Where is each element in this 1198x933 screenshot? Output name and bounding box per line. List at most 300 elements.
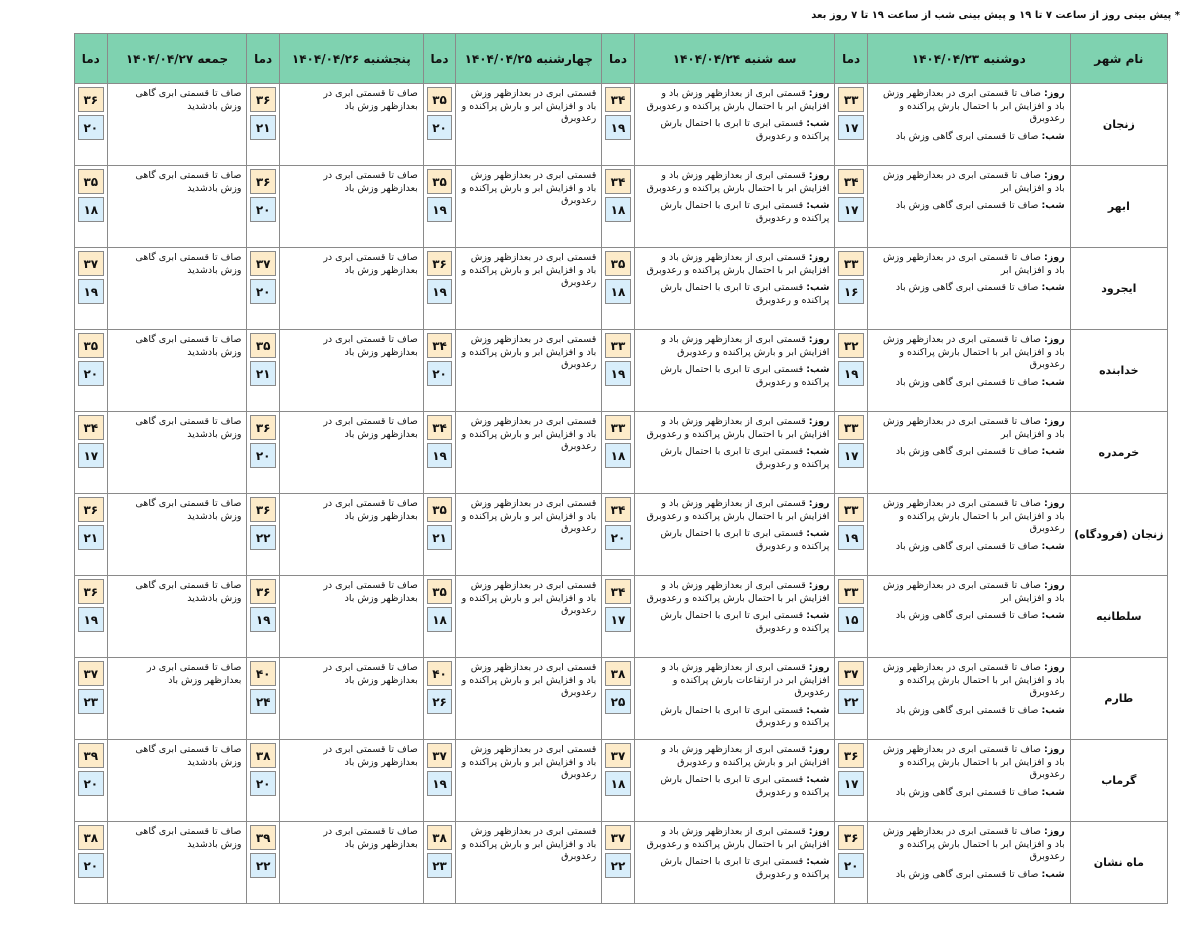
- max-temp: ۳۳: [605, 333, 630, 358]
- min-temp: ۱۹: [78, 607, 104, 632]
- forecast-description: [634, 248, 835, 330]
- forecast-description: [456, 658, 602, 740]
- day-text: صاف تا قسمتی ابری در بعدازظهر وزش باد و افزایش ابر با احتمال بارش پراکنده و رعدوبرق: [883, 88, 1065, 124]
- day-text: صاف تا قسمتی ابری در بعدازظهر وزش باد و افزایش ابر با احتمال بارش پراکنده و رعدوبرق: [883, 826, 1065, 862]
- city-name: سلطانیه: [1070, 576, 1167, 658]
- day-forecast: [640, 170, 830, 195]
- min-temp: ۱۷: [78, 443, 104, 468]
- max-temp: ۳۸: [78, 825, 104, 850]
- night-text: صاف تا قسمتی ابری گاهی وزش باد: [895, 786, 1039, 798]
- forecast-text: قسمتی ابری در بعدازظهر وزش باد و افزایش ابر و بارش پراکنده و رعدوبرق: [461, 170, 597, 206]
- forecast-description: [867, 330, 1070, 412]
- temperature-cell: [602, 330, 634, 412]
- day-forecast: [873, 826, 1065, 864]
- min-temp: ۱۹: [427, 771, 452, 796]
- min-temp: ۱۹: [78, 279, 104, 304]
- max-temp: ۳۹: [250, 825, 275, 850]
- max-temp: ۳۴: [605, 87, 630, 112]
- day-forecast: [873, 580, 1065, 605]
- day-label: روز:: [808, 662, 830, 673]
- min-temp: ۲۱: [427, 525, 452, 550]
- night-text: قسمتی ابری تا ابری با احتمال بارش پراکنده و رعدوبرق: [660, 364, 830, 388]
- min-temp: ۱۹: [605, 115, 630, 140]
- max-temp: ۳۴: [605, 579, 630, 604]
- temperature-cell: [835, 494, 867, 576]
- forecast-description: [456, 412, 602, 494]
- min-temp: ۲۳: [427, 853, 452, 878]
- night-text: صاف تا قسمتی ابری گاهی وزش باد: [895, 610, 1039, 621]
- temperature-cell: [423, 658, 455, 740]
- min-temp: ۲۰: [78, 853, 104, 878]
- night-forecast: [873, 541, 1065, 554]
- night-label: شب:: [1041, 282, 1065, 293]
- temperature-cell: [75, 412, 108, 494]
- forecast-note: * پیش بینی روز از ساعت ۷ تا ۱۹ و پیش بینی شب از ساعت ۱۹ تا ۷ روز بعد: [811, 10, 1180, 21]
- min-temp: ۱۸: [427, 607, 452, 632]
- min-temp: ۲۳: [78, 689, 104, 714]
- temperature-cell: [602, 658, 634, 740]
- temperature-cell: [423, 822, 455, 904]
- temperature-cell: [423, 330, 455, 412]
- min-temp: ۱۹: [838, 525, 863, 550]
- forecast-description: [634, 494, 835, 576]
- min-temp: ۲۰: [78, 771, 104, 796]
- night-text: صاف تا قسمتی ابری گاهی وزش باد: [895, 704, 1039, 716]
- table-row: [75, 658, 1168, 740]
- forecast-description: [107, 740, 247, 822]
- day-label: روز:: [1044, 498, 1065, 509]
- temperature-cell: [75, 330, 108, 412]
- forecast-description: [279, 412, 423, 494]
- day-label: روز:: [808, 416, 830, 427]
- night-text: قسمتی ابری تا ابری با احتمال بارش پراکنده و رعدوبرق: [660, 774, 830, 798]
- forecast-description: [634, 822, 835, 904]
- day-text: قسمتی ابری از بعدازظهر وزش باد و افزایش ابر با احتمال بارش پراکنده و رعدوبرق: [646, 826, 830, 850]
- night-label: شب:: [806, 704, 830, 716]
- min-temp: ۲۲: [605, 853, 630, 878]
- night-text: صاف تا قسمتی ابری گاهی وزش باد: [895, 130, 1039, 142]
- max-temp: ۳۵: [427, 169, 452, 194]
- night-label: شب:: [806, 856, 830, 867]
- night-forecast: [873, 705, 1065, 718]
- table-row: [75, 576, 1168, 658]
- max-temp: ۳۳: [838, 415, 863, 440]
- min-temp: ۲۲: [838, 689, 863, 714]
- day-forecast: [873, 252, 1065, 277]
- night-text: صاف تا قسمتی ابری گاهی وزش باد: [895, 540, 1039, 552]
- day-label: روز:: [1044, 416, 1065, 427]
- max-temp: ۳۴: [605, 169, 630, 194]
- temperature-cell: [835, 84, 867, 166]
- temperature-cell: [602, 494, 634, 576]
- forecast-text: قسمتی ابری در بعدازظهر وزش باد و افزایش ابر و بارش پراکنده و رعدوبرق: [461, 334, 597, 370]
- forecast-text: صاف تا قسمتی ابری در بعدازظهر وزش باد: [323, 416, 418, 440]
- table-row: [75, 412, 1168, 494]
- min-temp: ۱۷: [838, 197, 863, 222]
- header-day-4: جمعه ۱۴۰۴/۰۴/۲۷: [107, 34, 247, 84]
- header-day-0: دوشنبه ۱۴۰۴/۰۴/۲۳: [867, 34, 1070, 84]
- table-row: [75, 740, 1168, 822]
- table-row: [75, 84, 1168, 166]
- day-forecast: [640, 252, 830, 277]
- forecast-text: صاف تا قسمتی ابری در بعدازظهر وزش باد: [323, 662, 418, 686]
- max-temp: ۳۴: [427, 333, 452, 358]
- min-temp: ۱۸: [78, 197, 104, 222]
- night-label: شب:: [1041, 540, 1065, 552]
- min-temp: ۲۲: [250, 525, 275, 550]
- forecast-description: [107, 822, 247, 904]
- min-temp: ۲۰: [427, 361, 452, 386]
- forecast-description: [456, 248, 602, 330]
- day-forecast: [640, 334, 830, 359]
- forecast-text: صاف تا قسمتی ابری گاهی وزش بادشدید: [135, 88, 242, 112]
- header-temp-2: دما: [423, 34, 455, 84]
- night-label: شب:: [1041, 868, 1065, 880]
- min-temp: ۱۸: [605, 443, 630, 468]
- night-forecast: [640, 200, 830, 225]
- forecast-text: صاف تا قسمتی ابری در بعدازظهر وزش باد: [323, 826, 418, 850]
- table-row: [75, 330, 1168, 412]
- night-text: قسمتی ابری تا ابری با احتمال بارش پراکنده و رعدوبرق: [660, 118, 830, 142]
- max-temp: ۳۶: [78, 579, 104, 604]
- temperature-cell: [423, 166, 455, 248]
- city-name: ایجرود: [1070, 248, 1167, 330]
- night-forecast: [873, 869, 1065, 882]
- day-forecast: [873, 744, 1065, 782]
- min-temp: ۲۰: [78, 115, 104, 140]
- header-temp-0: دما: [835, 34, 867, 84]
- temperature-cell: [247, 412, 279, 494]
- min-temp: ۱۹: [427, 197, 452, 222]
- forecast-description: [456, 84, 602, 166]
- temperature-cell: [247, 740, 279, 822]
- day-forecast: [873, 170, 1065, 195]
- temperature-cell: [423, 412, 455, 494]
- night-label: شب:: [806, 364, 830, 375]
- night-label: شب:: [806, 446, 830, 457]
- min-temp: ۲۰: [78, 361, 104, 386]
- max-temp: ۳۲: [838, 333, 863, 358]
- city-name: ماه نشان: [1070, 822, 1167, 904]
- day-text: صاف تا قسمتی ابری در بعدازظهر وزش باد و افزایش ابر: [883, 252, 1065, 276]
- day-label: روز:: [1044, 252, 1065, 263]
- forecast-description: [867, 822, 1070, 904]
- min-temp: ۲۰: [250, 443, 275, 468]
- day-forecast: [640, 580, 830, 605]
- temperature-cell: [75, 494, 108, 576]
- day-text: صاف تا قسمتی ابری در بعدازظهر وزش باد و افزایش ابر با احتمال بارش پراکنده و رعدوبرق: [883, 498, 1065, 534]
- temperature-cell: [835, 412, 867, 494]
- day-text: قسمتی ابری از بعدازظهر وزش باد و افزایش ابر با احتمال بارش پراکنده و رعدوبرق: [646, 88, 830, 112]
- forecast-text: قسمتی ابری در بعدازظهر وزش باد و افزایش ابر و بارش پراکنده و رعدوبرق: [461, 826, 597, 862]
- min-temp: ۱۸: [605, 771, 630, 796]
- min-temp: ۱۹: [605, 361, 630, 386]
- max-temp: ۳۸: [250, 743, 275, 768]
- forecast-description: [634, 740, 835, 822]
- temperature-cell: [602, 84, 634, 166]
- day-label: روز:: [808, 88, 830, 99]
- header-day-3: پنجشنبه ۱۴۰۴/۰۴/۲۶: [279, 34, 423, 84]
- night-label: شب:: [1041, 704, 1065, 716]
- forecast-text: قسمتی ابری در بعدازظهر وزش باد و افزایش ابر و بارش پراکنده و رعدوبرق: [461, 416, 597, 452]
- forecast-description: [107, 248, 247, 330]
- max-temp: ۳۵: [78, 333, 104, 358]
- day-forecast: [873, 662, 1065, 700]
- max-temp: ۳۶: [250, 415, 275, 440]
- forecast-description: [279, 740, 423, 822]
- forecast-description: [107, 412, 247, 494]
- day-label: روز:: [808, 170, 830, 181]
- temperature-cell: [247, 248, 279, 330]
- day-text: قسمتی ابری از بعدازظهر وزش باد و افزایش ابر با احتمال بارش پراکنده و رعدوبرق: [646, 416, 830, 440]
- forecast-description: [107, 166, 247, 248]
- forecast-description: [456, 740, 602, 822]
- night-text: قسمتی ابری تا ابری با احتمال بارش پراکنده و رعدوبرق: [660, 446, 830, 470]
- temperature-cell: [602, 248, 634, 330]
- day-text: قسمتی ابری از بعدازظهر وزش باد و افزایش ابر و بارش پراکنده و رعدوبرق: [661, 744, 830, 768]
- forecast-description: [279, 248, 423, 330]
- max-temp: ۳۳: [605, 415, 630, 440]
- forecast-description: [456, 494, 602, 576]
- max-temp: ۳۷: [78, 661, 104, 686]
- day-label: روز:: [808, 252, 830, 263]
- night-forecast: [873, 377, 1065, 390]
- header-day-2: چهارشنبه ۱۴۰۴/۰۴/۲۵: [456, 34, 602, 84]
- forecast-description: [634, 166, 835, 248]
- forecast-text: صاف تا قسمتی ابری گاهی وزش بادشدید: [135, 170, 242, 194]
- forecast-text: قسمتی ابری در بعدازظهر وزش باد و افزایش ابر و بارش پراکنده و رعدوبرق: [461, 580, 597, 616]
- max-temp: ۳۶: [427, 251, 452, 276]
- max-temp: ۳۷: [605, 743, 630, 768]
- min-temp: ۱۶: [838, 279, 863, 304]
- temperature-cell: [602, 822, 634, 904]
- max-temp: ۳۴: [427, 415, 452, 440]
- min-temp: ۱۷: [605, 607, 630, 632]
- max-temp: ۳۹: [78, 743, 104, 768]
- min-temp: ۲۰: [250, 279, 275, 304]
- forecast-text: قسمتی ابری در بعدازظهر وزش باد و افزایش ابر و بارش پراکنده و رعدوبرق: [461, 88, 597, 124]
- city-name: ابهر: [1070, 166, 1167, 248]
- max-temp: ۴۰: [250, 661, 275, 686]
- max-temp: ۳۶: [78, 497, 104, 522]
- city-name: گرماب: [1070, 740, 1167, 822]
- night-forecast: [640, 528, 830, 553]
- day-label: روز:: [1044, 744, 1065, 755]
- max-temp: ۳۵: [427, 87, 452, 112]
- header-city: نام شهر: [1070, 34, 1167, 84]
- temperature-cell: [835, 576, 867, 658]
- forecast-text: صاف تا قسمتی ابری گاهی وزش بادشدید: [135, 416, 242, 440]
- night-text: قسمتی ابری تا ابری با احتمال بارش پراکنده و رعدوبرق: [660, 704, 830, 728]
- max-temp: ۳۳: [838, 87, 863, 112]
- min-temp: ۲۱: [78, 525, 104, 550]
- night-forecast: [873, 200, 1065, 213]
- forecast-description: [634, 330, 835, 412]
- forecast-text: صاف تا قسمتی ابری در بعدازظهر وزش باد: [323, 580, 418, 604]
- night-label: شب:: [1041, 200, 1065, 211]
- temperature-cell: [835, 822, 867, 904]
- day-text: قسمتی ابری از بعدازظهر وزش باد و افزایش ابر در ارتفاعات بارش پراکنده و رعدوبرق: [661, 662, 830, 698]
- min-temp: ۲۱: [250, 115, 275, 140]
- forecast-text: صاف تا قسمتی ابری در بعدازظهر وزش باد: [323, 498, 418, 522]
- max-temp: ۳۶: [250, 497, 275, 522]
- min-temp: ۲۰: [250, 771, 275, 796]
- day-label: روز:: [1044, 170, 1065, 181]
- night-forecast: [640, 610, 830, 635]
- day-text: صاف تا قسمتی ابری در بعدازظهر وزش باد و افزایش ابر با احتمال بارش پراکنده و رعدوبرق: [883, 334, 1065, 370]
- day-label: روز:: [808, 826, 830, 837]
- min-temp: ۲۲: [250, 853, 275, 878]
- temperature-cell: [602, 740, 634, 822]
- max-temp: ۳۵: [250, 333, 275, 358]
- temperature-cell: [602, 576, 634, 658]
- night-text: قسمتی ابری تا ابری با احتمال بارش پراکنده و رعدوبرق: [660, 282, 830, 306]
- forecast-description: [279, 330, 423, 412]
- day-forecast: [640, 498, 830, 523]
- temperature-cell: [75, 740, 108, 822]
- forecast-body: [75, 84, 1168, 904]
- day-text: صاف تا قسمتی ابری در بعدازظهر وزش باد و افزایش ابر با احتمال بارش پراکنده و رعدوبرق: [883, 744, 1065, 780]
- day-text: قسمتی ابری از بعدازظهر وزش باد و افزایش ابر و بارش پراکنده و رعدوبرق: [661, 334, 830, 358]
- forecast-description: [867, 248, 1070, 330]
- night-label: شب:: [1041, 130, 1065, 142]
- max-temp: ۳۷: [838, 661, 863, 686]
- temperature-cell: [835, 166, 867, 248]
- max-temp: ۳۶: [250, 169, 275, 194]
- forecast-description: [867, 494, 1070, 576]
- forecast-text: قسمتی ابری در بعدازظهر وزش باد و افزایش ابر و بارش پراکنده و رعدوبرق: [461, 744, 597, 780]
- day-forecast: [873, 498, 1065, 536]
- night-forecast: [873, 787, 1065, 800]
- temperature-cell: [75, 576, 108, 658]
- day-label: روز:: [1044, 334, 1065, 345]
- forecast-description: [867, 658, 1070, 740]
- forecast-description: [279, 822, 423, 904]
- max-temp: ۳۶: [838, 825, 863, 850]
- forecast-description: [867, 576, 1070, 658]
- city-name: زنجان: [1070, 84, 1167, 166]
- night-forecast: [873, 610, 1065, 623]
- temperature-cell: [835, 658, 867, 740]
- night-text: قسمتی ابری تا ابری با احتمال بارش پراکنده و رعدوبرق: [660, 200, 830, 224]
- forecast-text: صاف تا قسمتی ابری در بعدازظهر وزش باد: [323, 334, 418, 358]
- forecast-description: [107, 330, 247, 412]
- max-temp: ۳۸: [605, 661, 630, 686]
- min-temp: ۲۵: [605, 689, 630, 714]
- temperature-cell: [247, 822, 279, 904]
- forecast-description: [634, 84, 835, 166]
- forecast-description: [867, 740, 1070, 822]
- temperature-cell: [75, 84, 108, 166]
- night-forecast: [873, 131, 1065, 144]
- city-name: خدابنده: [1070, 330, 1167, 412]
- header-temp-4: دما: [75, 34, 108, 84]
- forecast-text: قسمتی ابری در بعدازظهر وزش باد و افزایش ابر و بارش پراکنده و رعدوبرق: [461, 498, 597, 534]
- forecast-description: [107, 494, 247, 576]
- max-temp: ۳۶: [250, 87, 275, 112]
- night-forecast: [640, 856, 830, 881]
- temperature-cell: [247, 166, 279, 248]
- forecast-description: [456, 166, 602, 248]
- night-text: قسمتی ابری تا ابری با احتمال بارش پراکنده و رعدوبرق: [660, 610, 830, 634]
- city-name: طارم: [1070, 658, 1167, 740]
- forecast-text: صاف تا قسمتی ابری گاهی وزش بادشدید: [135, 252, 242, 276]
- forecast-text: قسمتی ابری در بعدازظهر وزش باد و افزایش ابر و بارش پراکنده و رعدوبرق: [461, 252, 597, 288]
- header-row: [75, 34, 1168, 84]
- day-label: روز:: [808, 580, 830, 591]
- max-temp: ۳۶: [250, 579, 275, 604]
- table-row: [75, 494, 1168, 576]
- max-temp: ۳۶: [78, 87, 104, 112]
- max-temp: ۳۸: [427, 825, 452, 850]
- min-temp: ۱۹: [427, 279, 452, 304]
- night-forecast: [640, 446, 830, 471]
- day-text: قسمتی ابری از بعدازظهر وزش باد و افزایش ابر با احتمال بارش پراکنده و رعدوبرق: [646, 170, 830, 194]
- min-temp: ۲۶: [427, 689, 452, 714]
- night-label: شب:: [1041, 446, 1065, 457]
- day-text: صاف تا قسمتی ابری در بعدازظهر وزش باد و افزایش ابر: [883, 580, 1065, 604]
- min-temp: ۱۹: [427, 443, 452, 468]
- max-temp: ۳۴: [838, 169, 863, 194]
- day-text: قسمتی ابری از بعدازظهر وزش باد و افزایش ابر با احتمال بارش پراکنده و رعدوبرق: [646, 580, 830, 604]
- table-row: [75, 248, 1168, 330]
- night-text: صاف تا قسمتی ابری گاهی وزش باد: [895, 282, 1039, 293]
- forecast-text: صاف تا قسمتی ابری گاهی وزش بادشدید: [135, 744, 242, 768]
- night-forecast: [873, 446, 1065, 459]
- forecast-description: [634, 658, 835, 740]
- forecast-description: [456, 822, 602, 904]
- max-temp: ۳۵: [78, 169, 104, 194]
- forecast-text: صاف تا قسمتی ابری در بعدازظهر وزش باد: [323, 170, 418, 194]
- forecast-description: [279, 658, 423, 740]
- min-temp: ۲۰: [838, 853, 863, 878]
- day-text: صاف تا قسمتی ابری در بعدازظهر وزش باد و افزایش ابر: [883, 416, 1065, 440]
- city-name: زنجان (فرودگاه): [1070, 494, 1167, 576]
- temperature-cell: [247, 330, 279, 412]
- max-temp: ۳۵: [605, 251, 630, 276]
- min-temp: ۲۴: [250, 689, 275, 714]
- day-text: قسمتی ابری از بعدازظهر وزش باد و افزایش ابر با احتمال بارش پراکنده و رعدوبرق: [646, 252, 830, 276]
- max-temp: ۳۷: [250, 251, 275, 276]
- temperature-cell: [75, 822, 108, 904]
- night-label: شب:: [806, 118, 830, 129]
- temperature-cell: [602, 412, 634, 494]
- min-temp: ۲۰: [250, 197, 275, 222]
- day-forecast: [873, 416, 1065, 441]
- header-temp-1: دما: [602, 34, 634, 84]
- forecast-description: [456, 576, 602, 658]
- temperature-cell: [835, 248, 867, 330]
- min-temp: ۱۷: [838, 443, 863, 468]
- max-temp: ۳۴: [78, 415, 104, 440]
- night-label: شب:: [806, 528, 830, 539]
- temperature-cell: [247, 576, 279, 658]
- night-text: قسمتی ابری تا ابری با احتمال بارش پراکنده و رعدوبرق: [660, 856, 830, 880]
- day-label: روز:: [808, 498, 830, 509]
- max-temp: ۳۵: [427, 497, 452, 522]
- forecast-description: [107, 658, 247, 740]
- temperature-cell: [423, 740, 455, 822]
- night-text: صاف تا قسمتی ابری گاهی وزش باد: [895, 868, 1039, 880]
- forecast-description: [867, 412, 1070, 494]
- min-temp: ۲۱: [250, 361, 275, 386]
- max-temp: ۳۷: [427, 743, 452, 768]
- forecast-description: [279, 576, 423, 658]
- forecast-text: صاف تا قسمتی ابری در بعدازظهر وزش باد: [146, 662, 242, 686]
- day-text: صاف تا قسمتی ابری در بعدازظهر وزش باد و افزایش ابر: [883, 170, 1065, 194]
- night-forecast: [873, 282, 1065, 295]
- day-forecast: [873, 88, 1065, 126]
